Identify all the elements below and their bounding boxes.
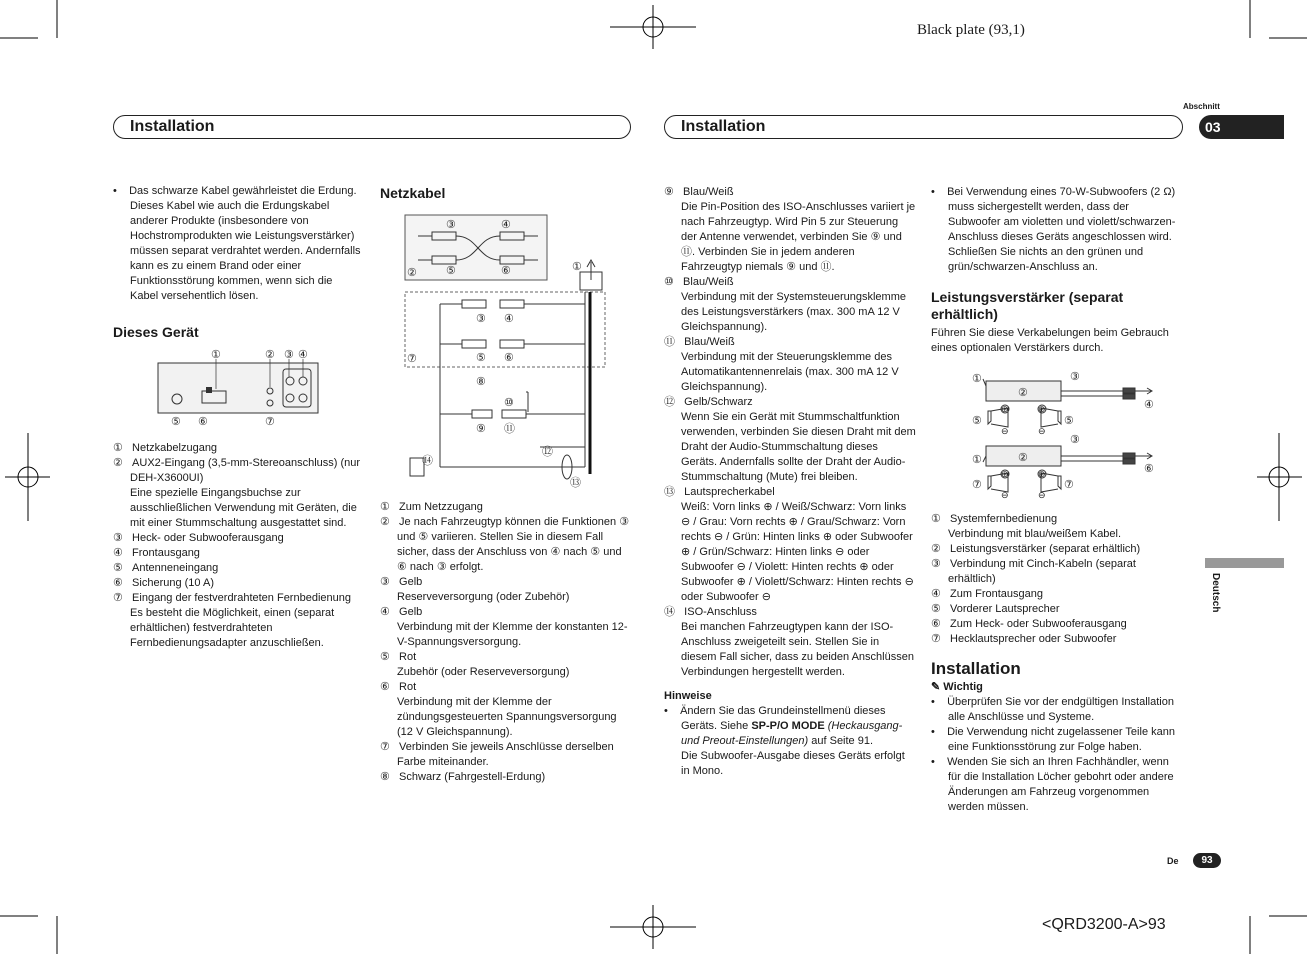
amp-label-2a: ② <box>1018 387 1028 399</box>
cord-label-4a: ④ <box>501 219 511 231</box>
note-item: • Ändern Sie das Grundeinstellmenü dieses Geräts. Siehe SP-P/O MODE (Heckausgang- und Preout-Einstellungen) auf Seite 91. <box>664 705 903 747</box>
svg-text:⊖: ⊖ <box>1038 490 1046 500</box>
heading-dieses-geraet: Dieses Gerät <box>113 324 199 340</box>
subwoofer-note: • Bei Verwendung eines 70-W-Subwoofers (2 Ω) muss sichergestellt werden, dass der Subwoofer am violetten und violett/schwarzen-Anschluss dieses Geräts angeschlossen wird. Schließen Sie nichts an den grünen und grün/schwarzen-Anschluss an. <box>931 186 1176 273</box>
svg-text:⊕: ⊕ <box>1038 469 1046 479</box>
amp-label-7b: ⑦ <box>1064 479 1074 491</box>
amp-label-4: ④ <box>1144 399 1154 411</box>
amplifier-diagram <box>958 364 1168 504</box>
svg-text:⊕: ⊕ <box>1001 469 1009 479</box>
power-cord-legend: ① Zum Netzzugang ② Je nach Fahrzeugtyp können die Funktionen ③ und ⑤ variieren. Stellen Sie in diesem Fall sicher, dass der Anschluss von ④ nach ⑤ und ⑥ nach ③ erfolgt. ③ Gelb Reserveversorgung (oder Zubehör) ④ Gelb Verbindung mit der Klemme der konstanten 12-V-Spannungsversorgung. ⑤ Rot Zubehör (oder Reserveversorgung) ⑥ Rot Verbindung mit der Klemme der zündungsgesteuerten Spannungsversorgung (12 V Gleichspannung). ⑦ Verbinden Sie jeweils Anschlüsse derselben Farbe miteinander. ⑧ Schwarz (Fahrgestell-Erdung) <box>380 501 630 783</box>
cord-label-13: ⑬ <box>570 477 581 489</box>
amp-label-2b: ② <box>1018 452 1028 464</box>
cord-label-4b: ④ <box>504 313 514 325</box>
column-1 <box>113 184 363 341</box>
ground-cable-note: • Das schwarze Kabel gewährleistet die Erdung. Dieses Kabel wie auch die Erdungskabel anderer Produkte (insbesondere von Hochstromprodukten wie Leistungsverstärker) müssen separat verdrahtet werden. Andernfalls kann es zu einem Brand oder einer Funktionsstörung kommen, wenn sich die Kabel versehentlich lösen. <box>113 185 361 302</box>
cord-label-12: ⑫ <box>542 446 553 458</box>
cord-label-11: ⑪ <box>504 423 515 435</box>
section-number: 03 <box>1199 115 1284 139</box>
power-cord-diagram <box>400 212 610 492</box>
amp-label-5a: ⑤ <box>972 415 982 427</box>
cord-label-6b: ⑥ <box>504 352 514 364</box>
notes-title: Hinweise <box>664 690 712 702</box>
heading-amplifier: Leistungsverstärker (separat erhältlich) <box>931 289 1124 322</box>
unit-legend: ① Netzkabelzugang ② AUX2-Eingang (3,5-mm-Stereoanschluss) (nur DEH-X3600UI) Eine spezielle Eingangsbuchse zur ausschließlichen Verwendung mit Geräten, die mit einer Stummschaltung ausgestattet sind. ③ Heck- oder Subwooferausgang ④ Frontausgang ⑤ Antenneneingang ⑥ Sicherung (10 A) ⑦ Eingang der festverdrahteten Fernbedienung Es besteht die Möglichkeit, einen (separat erhältlichen) festverdrahteten Fernbedienungsadapter anzuschließen. <box>113 442 361 649</box>
svg-text:⊖: ⊖ <box>1001 490 1009 500</box>
cord-label-3a: ③ <box>446 219 456 231</box>
amp-label-7a: ⑦ <box>972 479 982 491</box>
plate-label: Black plate (93,1) <box>917 22 1025 38</box>
cord-label-3b: ③ <box>476 313 486 325</box>
cord-label-1: ① <box>572 261 582 273</box>
svg-text:⊖: ⊖ <box>1038 426 1046 436</box>
unit-label-7: ⑦ <box>265 416 275 428</box>
cord-label-2: ② <box>407 267 417 279</box>
unit-rear-diagram <box>150 345 330 430</box>
language-tab <box>1205 558 1284 568</box>
amp-label-1a: ① <box>972 373 982 385</box>
column-4: • Bei Verwendung eines 70-W-Subwoofers (2 Ω) muss sichergestellt werden, dass der Subwoofer am violetten und violett/schwarzen-Anschluss dieses Geräts angeschlossen wird. Schließen Sie nichts an den grünen und grün/schwarzen-Anschluss an. Leistungsverstärker (separat erhältlich) Führen Sie diese Verkabelungen beim Gebrauch eines optionalen Verstärkers durch. <box>931 185 1183 356</box>
heading-netzkabel: Netzkabel <box>380 185 446 201</box>
important-label: ✎ Wichtig <box>931 681 983 693</box>
section-header-left: Installation <box>113 115 631 139</box>
document-code: <QRD3200-A>93 <box>1042 916 1166 933</box>
amp-label-5b: ⑤ <box>1064 415 1074 427</box>
unit-label-1: ① <box>211 349 221 361</box>
amp-label-3a: ③ <box>1070 371 1080 383</box>
cord-label-7: ⑦ <box>407 353 417 365</box>
amp-label-1b: ① <box>972 454 982 466</box>
svg-text:⊖: ⊖ <box>1001 426 1009 436</box>
unit-label-4: ④ <box>298 349 308 361</box>
unit-label-6: ⑥ <box>198 416 208 428</box>
section-header-right: Installation <box>664 115 1183 139</box>
cord-label-14: ⑭ <box>422 455 433 467</box>
amplifier-legend: ① Systemfernbedienung Verbindung mit blau/weißem Kabel. ② Leistungsverstärker (separat erhältlich) ③ Verbindung mit Cinch-Kabeln (separat erhältlich) ④ Zum Frontausgang ⑤ Vorderer Lautsprecher ⑥ Zum Heck- oder Subwooferausgang ⑦ Hecklautsprecher oder Subwoofer Installation ✎ Wichtig • Überprüfen Sie vor der endgültigen Installation alle Anschlüsse und Systeme. • Die Verwendung nicht zugelassener Teile kann eine Funktionsstörung zur Folge haben. • Wenden Sie sich an Ihren Fachhändler, wenn für die Installation Löcher gebohrt oder andere Änderungen am Fahrzeug vorgenommen werden müssen. <box>931 512 1183 815</box>
column-3: ⑨ Blau/Weiß Die Pin-Position des ISO-Anschlusses variiert je nach Fahrzeugtyp. Wird Pin 5 zur Steuerung der Antenne verwendet, verbinden Sie ⑨ und ⑪. Verbinden Sie in jedem anderen Fahrzeugtyp niemals ⑨ und ⑪. ⑩ Blau/Weiß Verbindung mit der Systemsteuerungsklemme des Leistungsverstärkers (max. 300 mA 12 V Gleichspannung). ⑪ Blau/Weiß Verbindung mit der Steuerungsklemme des Automatikantennenrelais (max. 300 mA 12 V Gleichspannung). ⑫ Gelb/Schwarz Wenn Sie ein Gerät mit Stummschaltfunktion verwenden, verbinden Sie diesen Draht mit dem Draht der Audio-Stummschaltung dieses Geräts. Andernfalls sollte der Draht der Audio-Stummschaltung (Mute) frei bleiben. ⑬ Lautsprecherkabel Weiß: Vorn links ⊕ / Weiß/Schwarz: Vorn links ⊖ / Grau: Vorn rechts ⊕ / Grau/Schwarz: Vorn rechts ⊖ / Grün: Hinten links ⊕ oder Subwoofer ⊕ / Grün/Schwarz: Hinten links ⊖ oder Subwoofer ⊖ / Violett: Hinten rechts ⊕ oder Subwoofer ⊕ / Violett/Schwarz: Hinten rechts ⊖ oder Subwoofer ⊖ ⑭ ISO-Anschluss Bei manchen Fahrzeugtypen kann der ISO-Anschluss zweigeteilt sein. Stellen Sie in diesem Fall sicher, dass zu beiden Anschlüssen Verbindungen hergestellt werden. Hinweise • Ändern Sie das Grundeinstellmenü dieses Geräts. Siehe SP-P/O MODE (Heckausgang- und Preout-Einstellungen) auf Seite 91. Die Subwoofer-Ausgabe dieses Geräts erfolgt in Mono. <box>664 186 916 777</box>
unit-label-3: ③ <box>284 349 294 361</box>
amp-label-3b: ③ <box>1070 434 1080 446</box>
cord-label-9: ⑨ <box>476 423 486 435</box>
unit-label-5: ⑤ <box>171 416 181 428</box>
unit-label-2: ② <box>265 349 275 361</box>
cord-label-5a: ⑤ <box>446 265 456 277</box>
amp-label-6: ⑥ <box>1144 463 1154 475</box>
cord-label-8: ⑧ <box>476 376 486 388</box>
abschnitt-label: Abschnitt <box>1183 102 1220 111</box>
page-lang: De <box>1167 856 1179 866</box>
cord-label-5b: ⑤ <box>476 352 486 364</box>
svg-text:⊕: ⊕ <box>1038 404 1046 414</box>
heading-installation: Installation <box>931 659 1021 678</box>
svg-text:⊕: ⊕ <box>1001 404 1009 414</box>
cord-label-6a: ⑥ <box>501 265 511 277</box>
important-icon: ✎ <box>931 681 941 693</box>
cord-label-10: ⑩ <box>504 397 514 409</box>
language-label: Deutsch <box>1210 573 1221 613</box>
page-number: 93 <box>1193 853 1221 868</box>
